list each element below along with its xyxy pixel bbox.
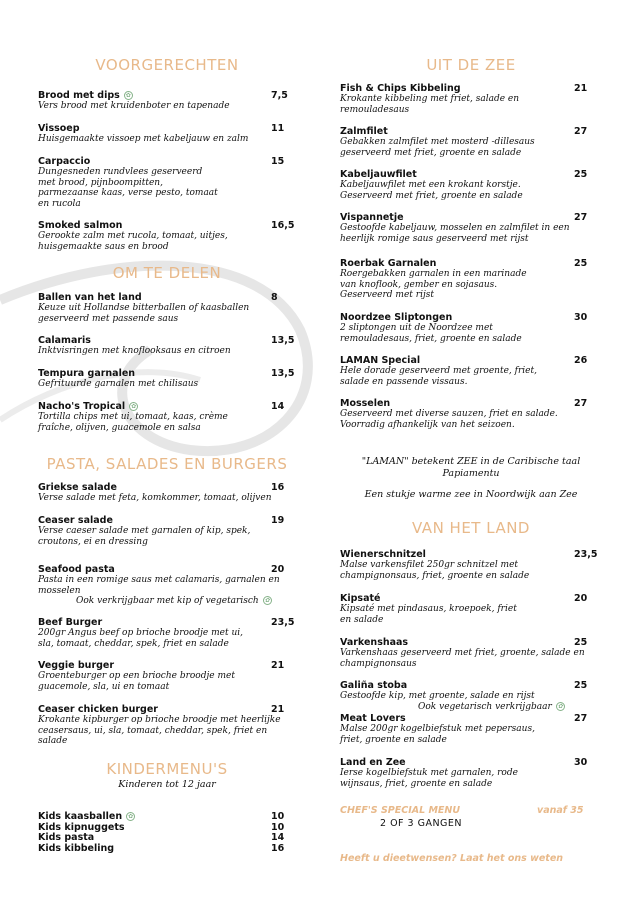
item-name: Tempura garnalen [38,368,136,379]
item-price: 19 [271,515,285,526]
item-price: 25 [574,637,588,648]
leaf-icon: ✿ [131,403,137,410]
menu-item [340,212,602,244]
item-note: Ook vegetarisch verkrijgbaar [418,701,552,712]
leaf-icon: ✿ [125,92,131,99]
item-desc: 2 sliptongen uit de Noordzee met remouladesaus, friet, groente en salade [340,323,522,344]
menu-item [38,220,296,252]
item-price: 14 [271,832,285,843]
item-desc: Inktvisringen met knoflooksaus en citroen [38,346,231,356]
item-desc: Verse salade met feta, komkommer, tomaat, olijven [38,493,272,503]
item-name: Beef Burger [38,617,103,628]
menu-item [340,713,602,745]
item-name: Veggie burger [38,660,115,671]
item-desc: Vers brood met kruidenboter en tapenade [38,101,230,111]
menu-item [340,126,602,158]
menu-item [38,660,296,692]
item-price: 16 [271,842,285,854]
item-price: 14 [271,401,285,412]
item-price: 15 [271,156,285,167]
item-name: Kipsaté [340,593,381,604]
menu-item [38,704,296,747]
item-name: Roerbak Garnalen [340,258,437,269]
item-desc: Gerookte zalm met rucola, tomaat, uitjes, huisgemaakte saus en brood [38,231,228,252]
menu-item [38,368,296,390]
item-desc: Varkenshaas geserveerd met friet, groente, salade en champignonsaus [340,648,585,669]
item-price: 13,5 [271,335,295,346]
item-name: Kabeljauwfilet [340,169,417,180]
item-name: LAMAN Special [340,355,421,366]
menu-item [340,312,602,344]
item-price: 21 [271,660,285,671]
item-desc: Krokante kipburger op brioche broodje met heerlijke ceasersaus, ui, sla, tomaat, cheddar, spek, friet en salade [38,715,281,746]
menu-item [340,637,602,669]
item-name: Griekse salade [38,482,117,493]
item-price: 10 [271,811,285,822]
item-desc: Gefrituurde garnalen met chilisaus [38,379,199,389]
item-price: 27 [574,713,588,724]
heading-van-het-land: VAN HET LAND [412,519,530,537]
kinder-subtitle: Kinderen tot 12 jaar [118,779,216,790]
kids-item [38,844,296,855]
item-name: Fish & Chips Kibbeling [340,83,461,94]
item-desc: Gestoofde kabeljauw, mosselen en zalmfilet in een heerlijk romige saus geserveerd met rijst [340,223,570,244]
diet-note: Heeft u dieetwensen? Laat het ons weten [340,853,564,864]
item-desc: Huisgemaakte vissoep met kabeljauw en zalm [38,134,249,144]
item-name: Kids kaasballen [38,811,123,822]
special-label: CHEF'S SPECIAL MENU [340,805,461,816]
item-name: Nacho's Tropical [38,401,126,412]
item-desc: Kabeljauwfilet met een krokant korstje. Geserveerd met friet, groente en salade [340,180,523,201]
item-name: Ceaser salade [38,515,113,526]
zee-note: Een stukje warme zee in Noordwijk aan Zee [364,489,578,500]
item-price: 25 [574,169,588,180]
heading-pasta-salades-burgers: PASTA, SALADES EN BURGERS [46,455,288,473]
leaf-icon: ✿ [264,597,270,604]
item-price: 27 [574,398,588,409]
menu-item [38,564,296,606]
item-price: 25 [574,258,588,269]
menu-item [340,757,602,789]
item-name: Mosselen [340,398,391,409]
item-name: Brood met dips [38,90,120,101]
item-desc: Pasta in een romige saus met calamaris, garnalen en mosselen [38,575,280,596]
item-price: 13,5 [271,368,295,379]
laman-note: "LAMAN" betekent ZEE in de Caribische taal Papiamentu [361,456,581,479]
item-name: Calamaris [38,335,91,346]
item-price: 26 [574,355,588,366]
item-price: 16 [271,482,285,493]
item-price: 27 [574,212,588,223]
item-desc: Gestoofde kip, met groente, salade en rijst [340,691,535,701]
item-price: 23,5 [271,617,295,628]
menu-item [340,169,602,201]
item-price: 27 [574,126,588,137]
menu-item [38,123,296,145]
item-desc: Roergebakken garnalen in een marinade van knoflook, gember en sojasaus. Geserveerd met rijst [340,269,527,300]
menu-item [340,398,602,430]
leaf-icon: ✿ [128,813,134,820]
item-price: 30 [574,312,588,323]
item-desc: Tortilla chips met ui, tomaat, kaas, crème fraîche, olijven, guacemole en salsa [38,412,228,433]
item-name: Land en Zee [340,757,406,768]
menu-item [38,482,296,504]
item-name: Kids kipnuggets [38,821,125,833]
item-price: 20 [271,564,285,575]
item-desc: Dungesneden rundvlees geserveerd met brood, pijnboompitten, parmezaanse kaas, verse pesto, tomaat en rucola [38,167,218,209]
item-desc: Gebakken zalmfilet met mosterd -dillesaus geserveerd met friet, groente en salade [340,137,535,158]
item-name: Galiña stoba [340,680,408,691]
menu-item [38,617,296,649]
menu-item [340,549,602,581]
item-price: 30 [574,757,588,768]
item-desc: Ierse kogelbiefstuk met garnalen, rode wijnsaus, friet, groente en salade [340,768,518,789]
item-desc: Malse 200gr kogelbiefstuk met pepersaus, friet, groente en salade [340,724,535,745]
heading-kindermenus: KINDERMENU'S [106,760,228,778]
menu-item [340,593,602,625]
item-name: Zalmfilet [340,126,388,137]
item-name: Ballen van het land [38,292,142,303]
menu-item [340,258,602,301]
item-price: 7,5 [271,90,288,101]
menu-item [38,401,296,433]
item-price: 16,5 [271,220,295,231]
item-price: 11 [271,123,285,134]
item-name: Carpaccio [38,156,91,167]
item-desc: Krokante kibbeling met friet, salade en remouladesaus [340,94,520,115]
item-price: 23,5 [574,549,598,560]
menu-item [38,90,296,112]
item-desc: Verse caeser salade met garnalen of kip, spek, croutons, ei en dressing [38,526,251,547]
item-price: 21 [271,704,285,715]
item-name: Wienerschnitzel [340,549,426,560]
item-name: Seafood pasta [38,564,115,575]
menu-item [38,335,296,357]
chefs-special [340,805,602,816]
heading-om-te-delen: OM TE DELEN [112,264,222,282]
item-name: Vissoep [38,123,80,134]
item-name: Kids pasta [38,832,95,843]
heading-uit-de-zee: UIT DE ZEE [426,56,516,74]
item-desc: Kipsaté met pindasaus, kroepoek, friet en salade [340,604,517,625]
item-desc: Hele dorade geserveerd met groente, friet, salade en passende vissaus. [340,366,537,387]
menu-item [38,515,296,547]
special-courses: 2 OF 3 GANGEN [380,818,463,829]
item-note: Ook verkrijgbaar met kip of vegetarisch [76,596,259,606]
kids-list [38,812,296,854]
item-name: Noordzee Sliptongen [340,312,453,323]
menu-item [38,156,296,209]
menu-item [340,355,602,387]
item-price: 25 [574,680,588,691]
item-desc: Keuze uit Hollandse bitterballen of kaasballen geserveerd met passende saus [38,303,250,324]
item-price: 21 [574,83,588,94]
item-name: Meat Lovers [340,713,406,724]
menu-item [340,680,602,712]
leaf-icon: ✿ [557,702,563,710]
menu-item [340,83,602,115]
item-name: Varkenshaas [340,637,409,648]
item-price: 20 [574,593,588,604]
special-price: vanaf 35 [537,805,584,816]
item-name: Kids kibbeling [38,842,115,854]
item-desc: 200gr Angus beef op brioche broodje met ui, sla, tomaat, cheddar, spek, friet en salade [38,628,243,649]
item-name: Vispannetje [340,212,404,223]
item-desc: Malse varkensfilet 250gr schnitzel met champignonsaus, friet, groente en salade [340,560,530,581]
menu-item [38,292,296,324]
item-name: Smoked salmon [38,220,123,231]
item-price: 10 [271,821,285,833]
item-name: Ceaser chicken burger [38,704,158,715]
item-price: 8 [271,292,278,303]
item-desc: Groenteburger op een brioche broodje met guacemole, sla, ui en tomaat [38,671,235,692]
item-desc: Geserveerd met diverse sauzen, friet en salade. Voorradig afhankelijk van het seizoen. [340,409,558,430]
heading-voorgerechten: VOORGERECHTEN [95,56,239,74]
